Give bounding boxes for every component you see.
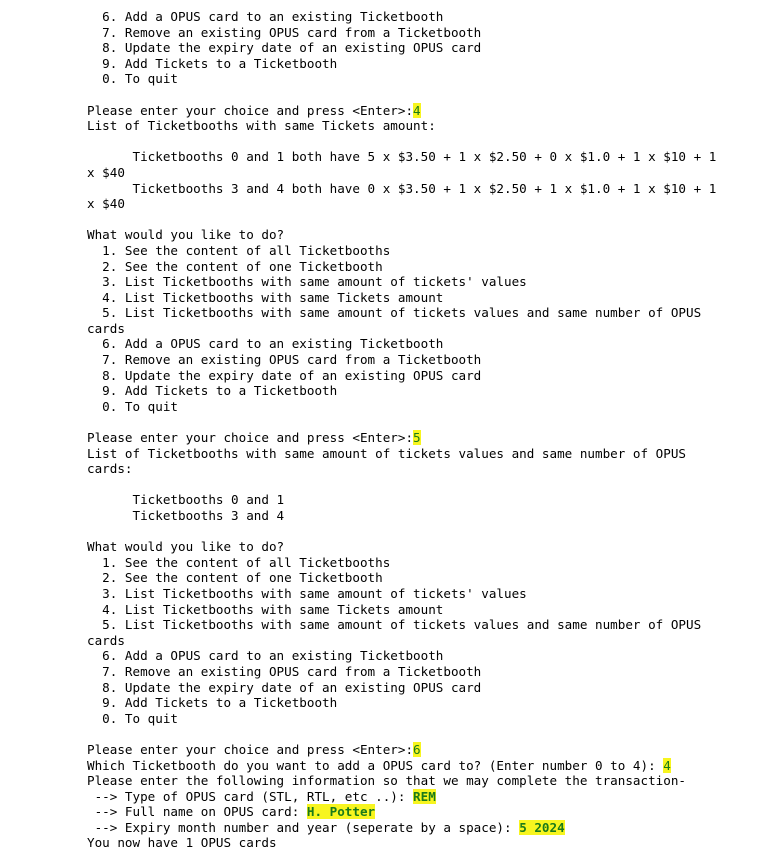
result-line: x $40 <box>87 164 125 180</box>
result-line: Ticketbooths 0 and 1 <box>87 492 285 508</box>
menu-item: 1. See the content of all Ticketbooths <box>87 242 391 258</box>
name-prompt-line <box>87 804 777 820</box>
menu-item: cards <box>87 632 125 648</box>
menu-header: What would you like to do? <box>87 539 285 555</box>
menu-item: 2. See the content of one Ticketbooth <box>87 258 383 274</box>
user-input-choice: 6 <box>413 741 421 757</box>
terminal-output <box>87 9 777 851</box>
blank-line <box>87 726 777 742</box>
result-line: Ticketbooths 3 and 4 both have 0 x $3.50 + 1 x $2.50 + 1 x $1.0 + 1 x $10 + 1 <box>87 180 717 196</box>
choice-prompt: Please enter your choice and press <Enter>: <box>87 102 414 118</box>
blank-line <box>87 212 777 228</box>
choice-prompt: Please enter your choice and press <Enter>: <box>87 430 414 446</box>
result-line: Ticketbooths 0 and 1 both have 5 x $3.50 + 1 x $2.50 + 0 x $1.0 + 1 x $10 + 1 <box>87 149 717 165</box>
menu-item: 9. Add Tickets to a Ticketbooth <box>87 383 338 399</box>
menu-item: 5. List Ticketbooths with same amount of tickets values and same number of OPUS <box>87 305 702 321</box>
blank-line <box>87 477 777 493</box>
result-title: List of Ticketbooths with same amount of tickets values and same number of OPUS <box>87 445 686 461</box>
blank-line <box>87 87 777 103</box>
expiry-prompt: --> Expiry month number and year (seperate by a space): <box>87 819 520 835</box>
name-prompt: --> Full name on OPUS card: <box>87 804 307 820</box>
menu-item: 6. Add a OPUS card to an existing Ticketbooth <box>87 648 444 664</box>
menu-item: 8. Update the expiry date of an existing OPUS card <box>87 367 482 383</box>
blank-line <box>87 524 777 540</box>
choice-prompt-line <box>87 430 777 446</box>
user-input-name: H. Potter <box>306 804 376 820</box>
result-line: You now have 1 OPUS cards <box>87 835 277 851</box>
menu-item: 7. Remove an existing OPUS card from a Ticketbooth <box>87 663 482 679</box>
user-input-ticketbooth: 4 <box>663 757 671 773</box>
menu-item: 7. Remove an existing OPUS card from a Ticketbooth <box>87 352 482 368</box>
menu-item: 0. To quit <box>87 398 178 414</box>
menu-item: 3. List Ticketbooths with same amount of tickets' values <box>87 274 527 290</box>
menu-item: 5. List Ticketbooths with same amount of tickets values and same number of OPUS <box>87 617 702 633</box>
menu-item: 8. Update the expiry date of an existing OPUS card <box>87 40 482 56</box>
menu-item: 6. Add a OPUS card to an existing Ticketbooth <box>87 336 444 352</box>
info-prompt: Please enter the following information so that we may complete the transaction- <box>87 773 686 789</box>
menu-item: 9. Add Tickets to a Ticketbooth <box>87 55 338 71</box>
choice-prompt-line <box>87 103 777 119</box>
menu-item: cards <box>87 320 125 336</box>
ticketbooth-prompt: Which Ticketbooth do you want to add a OPUS card to? (Enter number 0 to 4): <box>87 757 664 773</box>
type-prompt: --> Type of OPUS card (STL, RTL, etc ..): <box>87 788 414 804</box>
result-title: cards: <box>87 461 133 477</box>
menu-item: 4. List Ticketbooths with same Tickets amount <box>87 601 444 617</box>
user-input-type: REM <box>413 788 436 804</box>
blank-line <box>87 414 777 430</box>
menu-item: 0. To quit <box>87 710 178 726</box>
choice-prompt-line <box>87 742 777 758</box>
menu-header: What would you like to do? <box>87 227 285 243</box>
result-title: List of Ticketbooths with same Tickets amount: <box>87 118 436 134</box>
user-input-expiry: 5 2024 <box>519 819 565 835</box>
menu-item: 6. Add a OPUS card to an existing Ticketbooth <box>87 9 444 24</box>
menu-item: 0. To quit <box>87 71 178 87</box>
menu-item: 2. See the content of one Ticketbooth <box>87 570 383 586</box>
menu-item: 3. List Ticketbooths with same amount of tickets' values <box>87 585 527 601</box>
expiry-prompt-line <box>87 820 777 836</box>
ticketbooth-prompt-line <box>87 758 777 774</box>
menu-item: 4. List Ticketbooths with same Tickets amount <box>87 289 444 305</box>
user-input-choice: 4 <box>413 102 421 118</box>
result-line: Ticketbooths 3 and 4 <box>87 508 285 523</box>
choice-prompt: Please enter your choice and press <Enter>: <box>87 741 414 757</box>
menu-item: 8. Update the expiry date of an existing OPUS card <box>87 679 482 695</box>
blank-line <box>87 134 777 150</box>
type-prompt-line <box>87 789 777 805</box>
result-line: x $40 <box>87 196 125 212</box>
menu-item: 9. Add Tickets to a Ticketbooth <box>87 695 338 711</box>
menu-item: 7. Remove an existing OPUS card from a Ticketbooth <box>87 24 482 40</box>
user-input-choice: 5 <box>413 430 421 446</box>
menu-item: 1. See the content of all Ticketbooths <box>87 554 391 570</box>
